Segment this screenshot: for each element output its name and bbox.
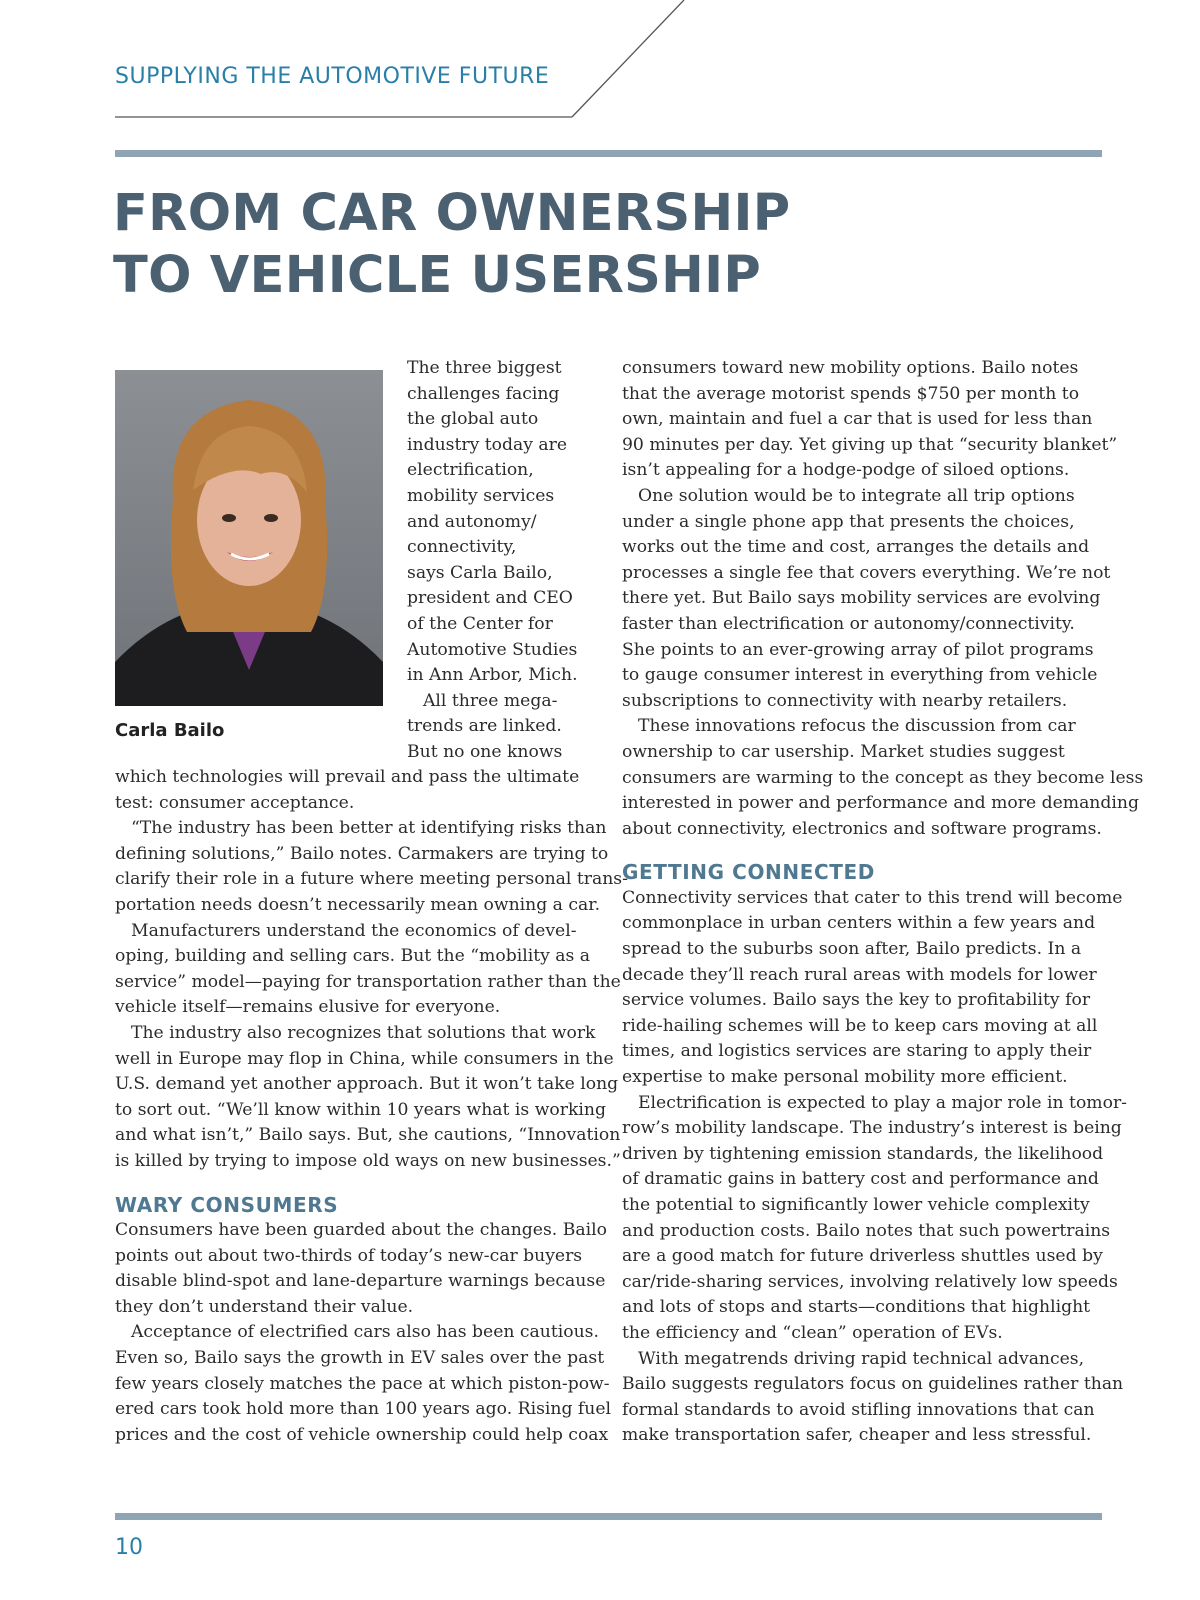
- text-line: of dramatic gains in battery cost and performance and: [622, 1169, 1099, 1190]
- text-line: isn’t appealing for a hodge-podge of siloed options.: [622, 460, 1070, 481]
- left-column: [115, 765, 628, 1448]
- text-line: works out the time and cost, arranges the details and: [622, 537, 1090, 558]
- text-line: industry today are: [407, 434, 568, 455]
- text-line: says Carla Bailo,: [407, 562, 553, 583]
- text-line: ride-hailing schemes will be to keep cars moving at all: [622, 1015, 1098, 1036]
- text-line: which technologies will prevail and pass the ultimate: [115, 767, 580, 787]
- text-line: The three biggest: [407, 358, 562, 378]
- text-line: under a single phone app that presents the choices,: [622, 511, 1075, 532]
- top-rule: [115, 150, 1102, 157]
- photo-caption: Carla Bailo: [115, 720, 225, 741]
- text-line: expertise to make personal mobility more efficient.: [622, 1067, 1068, 1088]
- page-number: 10: [115, 1535, 143, 1560]
- text-line: in Ann Arbor, Mich.: [407, 665, 578, 686]
- text-line: and lots of stops and starts—conditions that highlight: [622, 1297, 1091, 1318]
- text-line: ownership to car usership. Market studies suggest: [622, 741, 1065, 762]
- portrait-illustration: [115, 370, 383, 706]
- text-line: the potential to significantly lower vehicle complexity: [622, 1195, 1090, 1215]
- text-line: formal standards to avoid stifling innovations that can: [622, 1399, 1095, 1420]
- section-label: SUPPLYING THE AUTOMOTIVE FUTURE: [115, 64, 550, 89]
- text-line: well in Europe may flop in China, while consumers in the: [115, 1048, 614, 1069]
- text-line: to gauge consumer interest in everything from vehicle: [622, 665, 1098, 686]
- text-line: Consumers have been guarded about the changes. Bailo: [115, 1220, 607, 1241]
- text-line: decade they’ll reach rural areas with models for lower: [622, 964, 1097, 985]
- text-line: spread to the suburbs soon after, Bailo predicts. In a: [622, 939, 1082, 960]
- section-heading: WARY CONSUMERS: [115, 1192, 339, 1217]
- text-line: few years closely matches the pace at which piston-pow-: [115, 1373, 610, 1394]
- text-line: electrification,: [407, 460, 534, 481]
- text-line: She points to an ever-growing array of pilot programs: [622, 639, 1094, 660]
- text-line: president and CEO: [407, 588, 573, 609]
- text-line: they don’t understand their value.: [115, 1296, 414, 1317]
- text-line: With megatrends driving rapid technical advances,: [638, 1348, 1085, 1369]
- text-line: One solution would be to integrate all trip options: [638, 485, 1075, 506]
- text-line: prices and the cost of vehicle ownership could help coax: [115, 1424, 609, 1445]
- text-line: These innovations refocus the discussion from car: [638, 716, 1076, 737]
- portrait-photo: [115, 370, 383, 706]
- text-line: own, maintain and fuel a car that is used for less than: [622, 409, 1093, 430]
- text-line: interested in power and performance and more demanding: [622, 793, 1139, 814]
- text-line: row’s mobility landscape. The industry’s interest is being: [622, 1118, 1122, 1139]
- text-line: But no one knows: [407, 741, 563, 762]
- text-line: Bailo suggests regulators focus on guidelines rather than: [622, 1374, 1124, 1395]
- text-line: subscriptions to connectivity with nearby retailers.: [622, 690, 1068, 711]
- right-column: [622, 356, 1143, 1449]
- text-line: Acceptance of electrified cars also has been cautious.: [131, 1322, 599, 1343]
- text-line: make transportation safer, cheaper and less stressful.: [622, 1425, 1092, 1446]
- text-line: challenges facing: [407, 383, 560, 404]
- text-line: consumers toward new mobility options. Bailo notes: [622, 358, 1079, 378]
- text-line: commonplace in urban centers within a few years and: [622, 913, 1096, 934]
- text-line: mobility services: [407, 485, 555, 506]
- text-line: and production costs. Bailo notes that such powertrains: [622, 1220, 1111, 1241]
- text-line: processes a single fee that covers everything. We’re not: [622, 562, 1111, 583]
- text-line: of the Center for: [407, 613, 553, 634]
- text-line: about connectivity, electronics and software programs.: [622, 818, 1102, 839]
- text-line: vehicle itself—remains elusive for everyone.: [115, 997, 501, 1018]
- article-title: [113, 183, 790, 307]
- text-line: disable blind-spot and lane-departure warnings because: [115, 1271, 606, 1292]
- text-line: “The industry has been better at identifying risks than: [131, 818, 607, 839]
- text-line: that the average motorist spends $750 per month to: [622, 383, 1080, 404]
- text-line: defining solutions,” Bailo notes. Carmakers are trying to: [115, 843, 609, 864]
- text-line: points out about two-thirds of today’s new-car buyers: [115, 1245, 583, 1266]
- text-line: are a good match for future driverless shuttles used by: [622, 1246, 1103, 1267]
- text-line: car/ride-sharing services, involving relatively low speeds: [622, 1271, 1118, 1292]
- text-line: The industry also recognizes that solutions that work: [131, 1022, 596, 1043]
- text-line: the global auto: [407, 409, 539, 430]
- text-line: clarify their role in a future where meeting personal trans-: [115, 869, 628, 890]
- section-heading: GETTING CONNECTED: [622, 860, 875, 885]
- text-line: connectivity,: [407, 537, 517, 558]
- bottom-rule: [115, 1513, 1102, 1520]
- intro-column: [407, 356, 578, 766]
- text-line: there yet. But Bailo says mobility services are evolving: [622, 588, 1101, 609]
- text-line: to sort out. “We’ll know within 10 years what is working: [115, 1099, 606, 1120]
- text-line: driven by tightening emission standards, the likelihood: [622, 1143, 1104, 1164]
- text-line: test: consumer acceptance.: [115, 792, 355, 813]
- text-line: is killed by trying to impose old ways on new businesses.”: [115, 1150, 621, 1171]
- text-line: portation needs doesn’t necessarily mean owning a car.: [115, 894, 601, 915]
- text-line: faster than electrification or autonomy/connectivity.: [622, 613, 1075, 634]
- title-line-2: TO VEHICLE USERSHIP: [113, 246, 762, 305]
- text-line: ered cars took hold more than 100 years ago. Rising fuel: [115, 1399, 612, 1420]
- text-line: Electrification is expected to play a major role in tomor-: [638, 1092, 1127, 1113]
- text-line: service volumes. Bailo says the key to profitability for: [622, 990, 1091, 1011]
- text-line: Manufacturers understand the economics of devel-: [131, 920, 577, 941]
- text-line: and autonomy/: [407, 511, 537, 532]
- title-line-1: FROM CAR OWNERSHIP: [113, 184, 791, 243]
- text-line: trends are linked.: [407, 716, 562, 737]
- text-line: All three mega-: [423, 690, 558, 711]
- text-line: times, and logistics services are staring to apply their: [622, 1041, 1092, 1062]
- text-line: Connectivity services that cater to this trend will become: [622, 887, 1123, 908]
- text-line: the efficiency and “clean” operation of EVs.: [622, 1322, 1003, 1343]
- text-line: Automotive Studies: [407, 639, 578, 660]
- text-line: Even so, Bailo says the growth in EV sales over the past: [115, 1348, 605, 1369]
- text-line: 90 minutes per day. Yet giving up that “security blanket”: [622, 434, 1118, 455]
- text-line: and what isn’t,” Bailo says. But, she cautions, “Innovation: [115, 1125, 621, 1146]
- text-line: oping, building and selling cars. But the “mobility as a: [115, 946, 591, 967]
- text-line: U.S. demand yet another approach. But it won’t take long: [115, 1074, 619, 1095]
- text-line: consumers are warming to the concept as they become less: [622, 767, 1144, 788]
- text-line: service” model—paying for transportation rather than the: [115, 971, 621, 992]
